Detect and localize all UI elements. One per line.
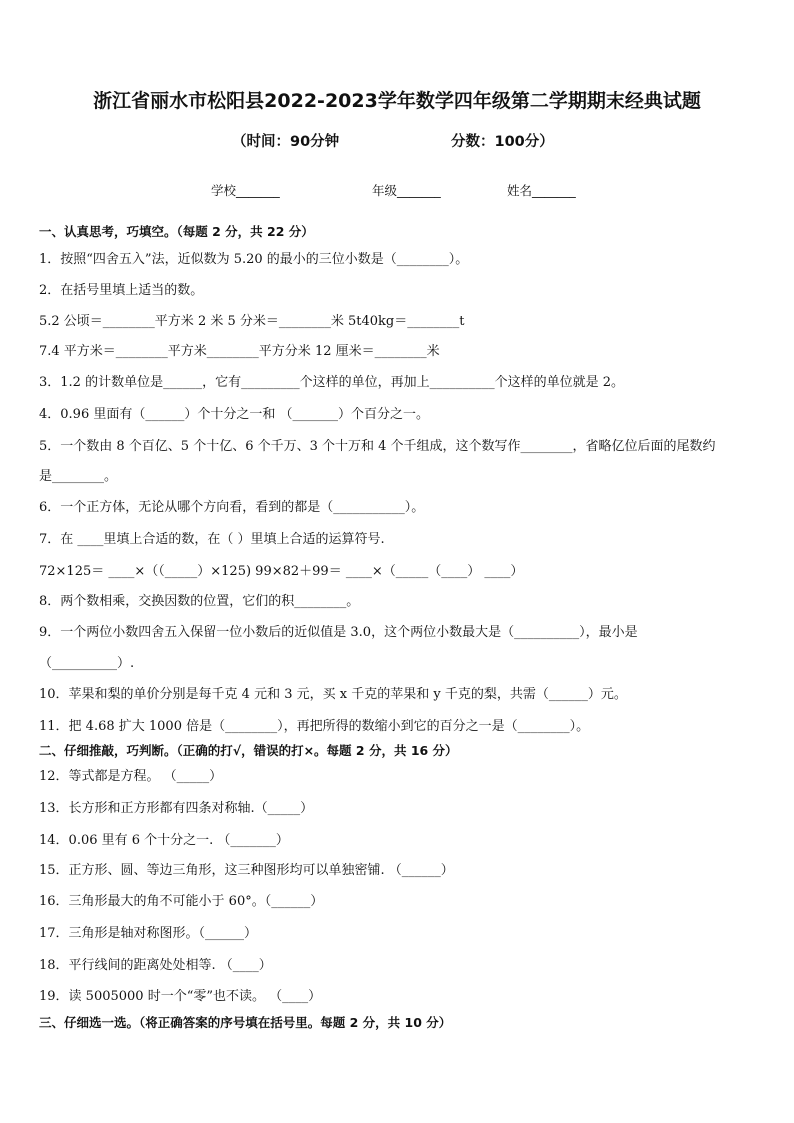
grade-field: 年级_______ <box>372 183 441 198</box>
question-line: 9．一个两位小数四舍五入保留一位小数后的近似值是 3.0，这个两位小数最大是（__________），最小是 <box>39 625 638 640</box>
question-line: 4．0.96 里面有（______）个十分之一和 （_______）个百分之一。 <box>39 407 429 422</box>
question-line: 8．两个数相乘，交换因数的位置，它们的积________。 <box>39 594 360 609</box>
question-line: 1．按照“四舍五入”法，近似数为 5.20 的最小的三位小数是（________）。 <box>39 252 469 267</box>
question-line: 5．一个数由 8 个百亿、5 个十亿、6 个千万、3 个十万和 4 个千组成，这个数写作________，省略亿位后面的尾数约 <box>39 439 716 454</box>
question-line: 6．一个正方体，无论从哪个方向看，看到的都是（___________）。 <box>39 500 425 515</box>
question-line: 2．在括号里填上适当的数。 <box>39 283 204 298</box>
question-line: 10．苹果和梨的单价分别是每千克 4 元和 3 元，买 x 千克的苹果和 y 千克的梨，共需（______）元。 <box>39 687 627 702</box>
question-line: 7.4 平方米＝________平方米________平方分米 12 厘米＝________米 <box>39 344 440 359</box>
question-line: 11．把 4.68 扩大 1000 倍是（________），再把所得的数缩小到它的百分之一是（________）。 <box>39 719 590 734</box>
exam-time: （时间：90分钟 <box>232 134 340 150</box>
question-line: 5.2 公顷＝________平方米 2 米 5 分米＝________米 5t40kg＝________t <box>39 314 465 329</box>
name-field: 姓名_______ <box>507 183 576 198</box>
school-field: 学校_______ <box>211 183 280 198</box>
question-line: 18．平行线间的距离处处相等. （____） <box>39 958 272 973</box>
question-line: 72×125＝ ____×（（_____）×125) 99×82＋99＝ ____×（_____（____） ____） <box>39 564 524 579</box>
section-heading: 二、仔细推敲，巧判断。（正确的打√，错误的打×。每题 2 分，共 16 分） <box>39 743 458 758</box>
question-line: 是________。 <box>39 469 118 484</box>
exam-title: 浙江省丽水市松阳县2022-2023学年数学四年级第二学期期末经典试题 <box>93 90 701 112</box>
section-heading: 三、仔细选一选。（将正确答案的序号填在括号里。每题 2 分，共 10 分） <box>39 1015 452 1030</box>
question-line: 13．长方形和正方形都有四条对称轴.（_____） <box>39 801 314 816</box>
question-line: 16．三角形最大的角不可能小于 60°。（______） <box>39 894 324 909</box>
question-line: 19．读 5005000 时一个“零”也不读。 （____） <box>39 989 322 1004</box>
exam-score: 分数：100分） <box>451 134 554 150</box>
section-heading: 一、认真思考，巧填空。（每题 2 分，共 22 分） <box>39 224 314 239</box>
question-line: 17．三角形是轴对称图形。（______） <box>39 926 258 941</box>
question-line: 14．0.06 里有 6 个十分之一. （_______） <box>39 833 289 848</box>
question-line: 15．正方形、圆、等边三角形，这三种图形均可以单独密铺. （______） <box>39 863 454 878</box>
question-line: 3．1.2 的计数单位是______，它有_________个这样的单位，再加上__________个这样的单位就是 2。 <box>39 375 624 390</box>
question-line: （__________）. <box>39 656 135 671</box>
question-line: 12．等式都是方程。 （_____） <box>39 769 223 784</box>
question-line: 7．在 ____里填上合适的数，在（ ）里填上合适的运算符号. <box>39 532 385 547</box>
